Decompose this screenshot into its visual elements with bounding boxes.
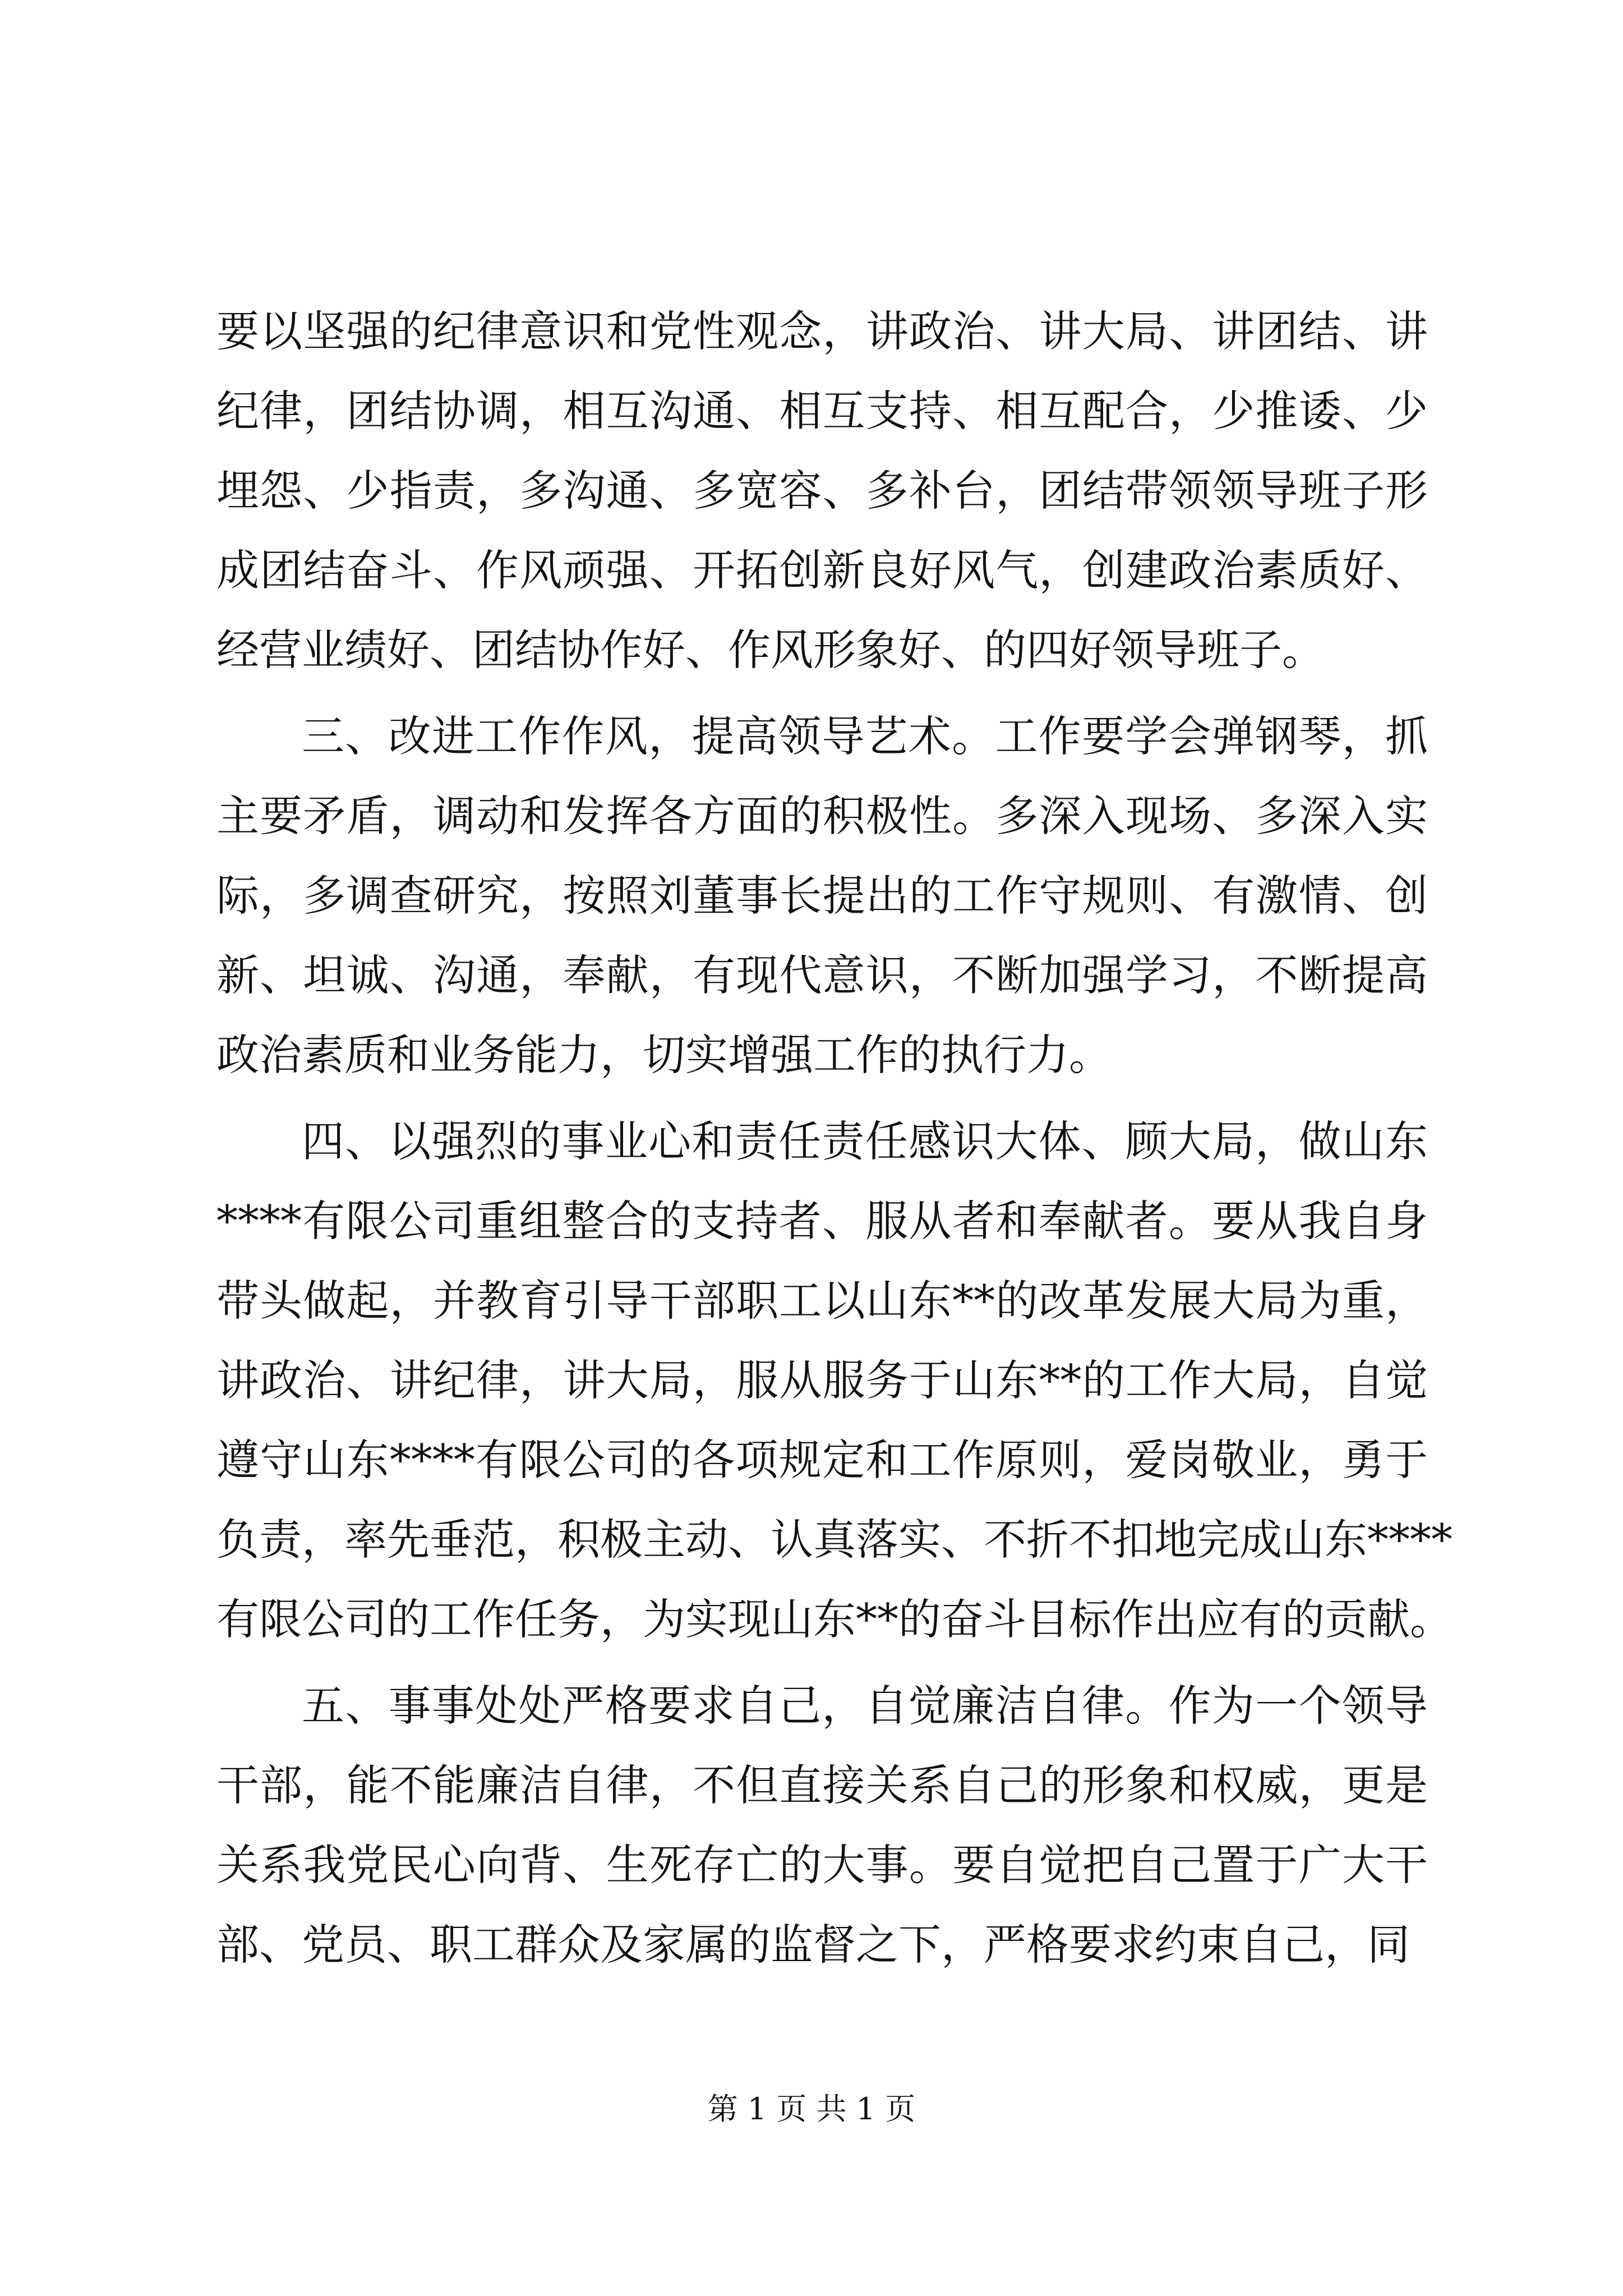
- text-line: 部、党员、职工群众及家属的监督之下，严格要求约束自己，同: [216, 1920, 1410, 1970]
- text-line: 讲政治、讲纪律，讲大局，服从服务于山东**的工作大局，自觉: [216, 1355, 1428, 1405]
- text-line: 负责，率先垂范，积极主动、认真落实、不折不扣地完成山东****: [216, 1515, 1453, 1565]
- paragraph: [216, 1102, 1453, 1659]
- text-line: 三、改进工作作风，提高领导艺术。工作要学会弹钢琴，抓: [302, 711, 1428, 761]
- document-body: [216, 292, 1453, 1985]
- text-line: 关系我党民心向背、生死存亡的大事。要自觉把自己置于广大干: [216, 1840, 1428, 1890]
- text-line: 埋怨、少指责，多沟通、多宽容、多补台，团结带领领导班子形: [216, 466, 1428, 516]
- text-line: 遵守山东****有限公司的各项规定和工作原则，爱岗敬业，勇于: [216, 1435, 1428, 1485]
- text-line: 带头做起，并教育引导干部职工以山东**的改革发展大局为重，: [216, 1276, 1428, 1326]
- text-line: 干部，能不能廉洁自律，不但直接关系自己的形象和权威，更是: [216, 1760, 1428, 1810]
- text-line: 要以坚强的纪律意识和党性观念，讲政治、讲大局、讲团结、讲: [216, 306, 1428, 356]
- text-line: 成团结奋斗、作风顽强、开拓创新良好风气，创建政治素质好、: [216, 545, 1428, 595]
- text-line: 四、以强烈的事业心和责任责任感识大体、顾大局，做山东: [302, 1116, 1428, 1166]
- text-line: 有限公司的工作任务，为实现山东**的奋斗目标作出应有的贡献。: [216, 1594, 1453, 1644]
- paragraph: [216, 1666, 1428, 1985]
- text-line: 经营业绩好、团结协作好、作风形象好、的四好领导班子。: [216, 625, 1325, 675]
- page-footer: 第 1 页 共 1 页: [707, 2091, 916, 2127]
- text-line: 五、事事处处严格要求自己，自觉廉洁自律。作为一个领导: [302, 1681, 1428, 1731]
- paragraph: [216, 697, 1428, 1095]
- text-line: 新、坦诚、沟通，奉献，有现代意识，不断加强学习，不断提高: [216, 950, 1428, 1000]
- text-line: ****有限公司重组整合的支持者、服从者和奉献者。要从我自身: [216, 1196, 1428, 1246]
- paragraph: [216, 292, 1428, 690]
- text-line: 主要矛盾，调动和发挥各方面的积极性。多深入现场、多深入实: [216, 791, 1428, 841]
- text-line: 纪律，团结协调，相互沟通、相互支持、相互配合，少推诿、少: [216, 386, 1428, 436]
- text-line: 政治素质和业务能力，切实增强工作的执行力。: [216, 1030, 1112, 1080]
- text-line: 际，多调查研究，按照刘董事长提出的工作守规则、有激情、创: [216, 871, 1428, 921]
